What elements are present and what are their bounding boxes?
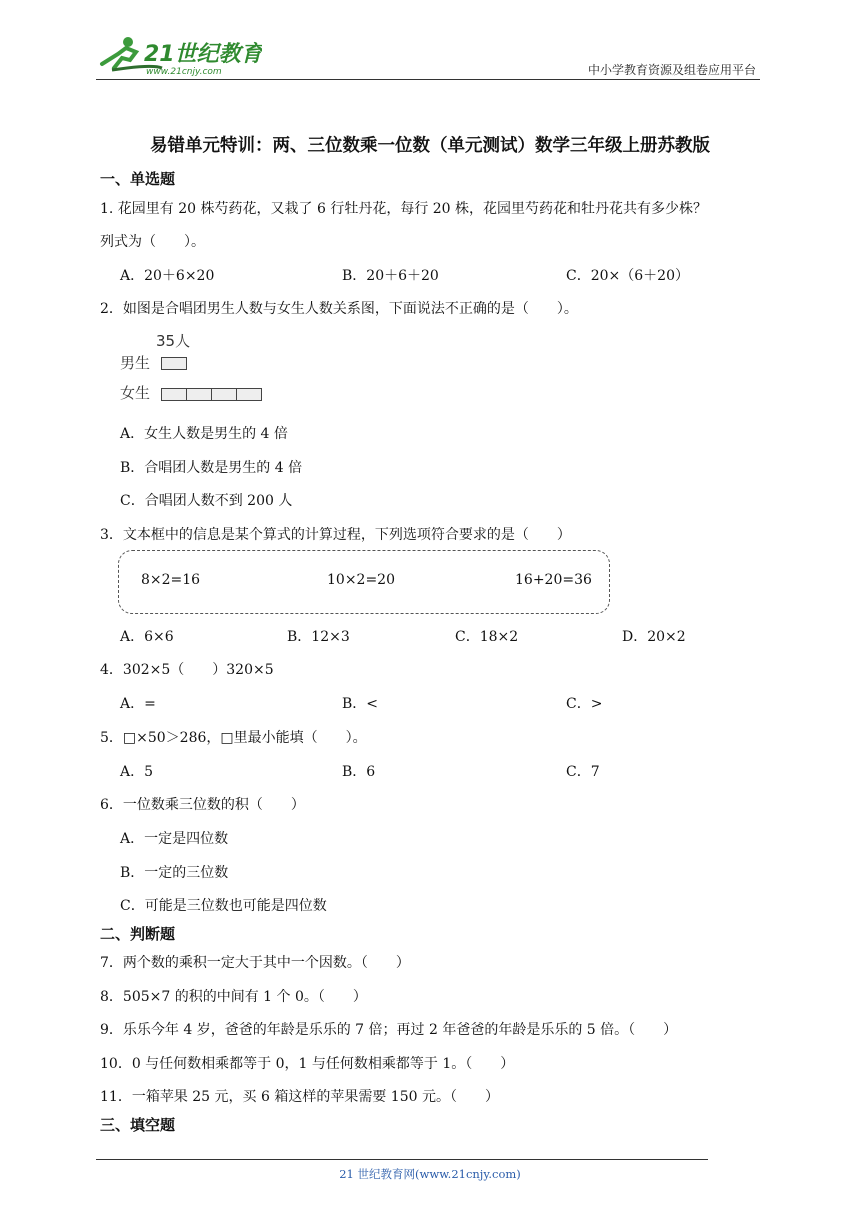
q3-option-c[interactable]: C．18×2 — [455, 629, 519, 645]
logo-text: 21世纪教育 — [144, 42, 262, 67]
q4-option-a[interactable]: A．= — [120, 696, 156, 712]
question-5: 5．□×50＞286，□里最小能填（ ）。 — [100, 730, 367, 746]
header-platform-text: 中小学教育资源及组卷应用平台 — [587, 63, 756, 77]
q3-calculation-box — [118, 550, 610, 614]
q2-figure — [118, 330, 278, 404]
section-title-single-choice: 一、单选题 — [100, 170, 176, 188]
q2-figure-boys-label: 男生 — [120, 354, 151, 372]
q1-option-b[interactable]: B．20＋6＋20 — [342, 268, 439, 284]
q1-option-a[interactable]: A．20＋6×20 — [120, 268, 215, 284]
question-9: 9．乐乐今年 4 岁，爸爸的年龄是乐乐的 7 倍；再过 2 年爸爸的年龄是乐乐的 5 倍。（ ） — [100, 1022, 678, 1038]
q2-boys-bar — [161, 357, 187, 370]
question-1-line2: 列式为（ ）。 — [100, 234, 205, 250]
q6-option-b[interactable]: B．一定的三位数 — [120, 865, 229, 881]
page-title: 易错单元特训：两、三位数乘一位数（单元测试）数学三年级上册苏教版 — [150, 136, 710, 156]
q2-girls-bar — [161, 388, 262, 401]
q2-option-b[interactable]: B．合唱团人数是男生的 4 倍 — [120, 460, 303, 476]
question-1-line1: 1. 花园里有 20 株芍药花，又栽了 6 行牡丹花，每行 20 株，花园里芍药花和牡丹花共有多少株？ — [100, 201, 708, 217]
question-2: 2．如图是合唱团男生人数与女生人数关系图，下面说法不正确的是（ ）。 — [100, 301, 578, 317]
q4-option-c[interactable]: C．> — [566, 696, 603, 712]
question-3: 3．文本框中的信息是某个算式的计算过程，下列选项符合要求的是（ ） — [100, 527, 571, 543]
q2-option-a[interactable]: A．女生人数是男生的 4 倍 — [120, 426, 288, 442]
q2-figure-girls-label: 女生 — [120, 384, 151, 402]
logo-url: www.21cnjy.com — [146, 67, 222, 77]
question-8: 8．505×7 的积的中间有 1 个 0。（ ） — [100, 989, 367, 1005]
q2-figure-count: 35人 — [156, 332, 191, 350]
footer-text: 21 世纪教育网(www.21cnjy.com) — [339, 1167, 521, 1181]
site-logo — [92, 34, 262, 78]
q1-option-c[interactable]: C．20×（6＋20） — [566, 268, 689, 284]
q3-calc-step-1: 8×2=16 — [141, 572, 201, 588]
q3-calc-step-3: 16+20=36 — [515, 572, 592, 588]
q6-option-c[interactable]: C．可能是三位数也可能是四位数 — [120, 898, 327, 914]
question-11: 11．一箱苹果 25 元，买 6 箱这样的苹果需要 150 元。（ ） — [100, 1089, 499, 1105]
header-divider — [96, 79, 760, 80]
q5-option-b[interactable]: B．6 — [342, 764, 376, 780]
section-title-fill-blank: 三、填空题 — [100, 1116, 176, 1134]
q5-option-c[interactable]: C．7 — [566, 764, 600, 780]
footer-divider — [96, 1159, 708, 1160]
q3-option-b[interactable]: B．12×3 — [287, 629, 350, 645]
runner-logo-icon — [92, 34, 262, 78]
q5-option-a[interactable]: A．5 — [120, 764, 154, 780]
q2-option-c[interactable]: C．合唱团人数不到 200 人 — [120, 493, 293, 509]
section-title-true-false: 二、判断题 — [100, 925, 176, 943]
q6-option-a[interactable]: A．一定是四位数 — [120, 831, 229, 847]
q3-option-d[interactable]: D．20×2 — [622, 629, 686, 645]
question-4: 4．302×5（ ）320×5 — [100, 662, 274, 678]
question-7: 7．两个数的乘积一定大于其中一个因数。（ ） — [100, 955, 410, 971]
q3-option-a[interactable]: A．6×6 — [120, 629, 174, 645]
q4-option-b[interactable]: B．< — [342, 696, 379, 712]
question-10: 10．0 与任何数相乘都等于 0，1 与任何数相乘都等于 1。（ ） — [100, 1056, 515, 1072]
q3-calc-step-2: 10×2=20 — [327, 572, 395, 588]
question-6: 6．一位数乘三位数的积（ ） — [100, 797, 305, 813]
